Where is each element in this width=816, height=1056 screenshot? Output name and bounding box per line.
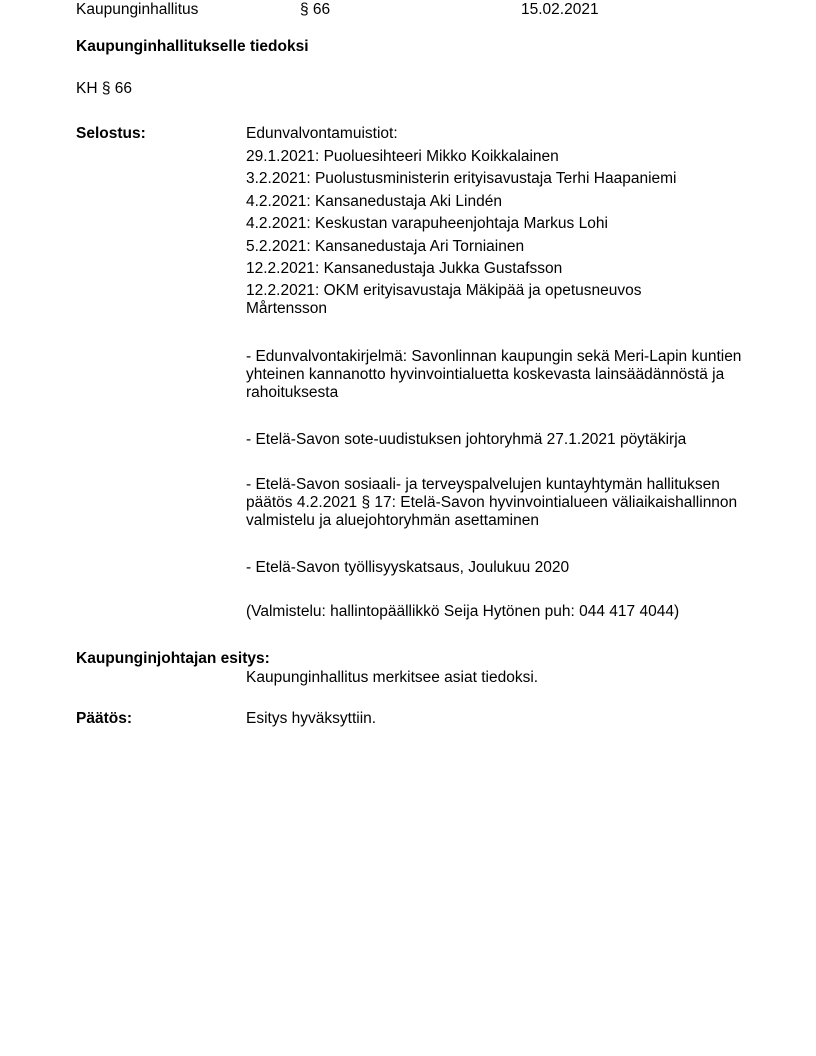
list-item: - Etelä-Savon sote-uudistuksen johtoryhmä 27.1.2021 pöytäkirja	[246, 431, 687, 448]
decision-label: Päätös:	[76, 710, 132, 727]
header-section: § 66	[300, 1, 331, 18]
memo-item: 3.2.2021: Puolustusministerin erityisavustaja Terhi Haapaniemi	[246, 170, 677, 187]
memo-item: 12.2.2021: Kansanedustaja Jukka Gustafsson	[246, 260, 563, 277]
header-body: Kaupunginhallitus	[76, 1, 199, 18]
memo-item: 4.2.2021: Keskustan varapuheenjohtaja Markus Lohi	[246, 215, 608, 232]
header-date: 15.02.2021	[521, 1, 599, 18]
memo-item: 5.2.2021: Kansanedustaja Ari Torniainen	[246, 238, 525, 255]
list-item: - Etelä-Savon sosiaali- ja terveyspalvelujen kuntayhtymän hallituksen päätös 4.2.2021 § 17: Etelä-Savon hyvinvointialueen väliaikaishallinnon valmistelu ja aluejohtoryhmän asettaminen	[246, 476, 738, 529]
document-reference: KH § 66	[76, 80, 133, 97]
decision-text: Esitys hyväksyttiin.	[246, 710, 377, 727]
preparer-note: (Valmistelu: hallintopäällikkö Seija Hytönen puh: 044 417 4044)	[246, 603, 680, 620]
proposal-text: Kaupunginhallitus merkitsee asiat tiedoksi.	[246, 669, 539, 686]
list-item: - Edunvalvontakirjelmä: Savonlinnan kaupungin sekä Meri-Lapin kuntien yhteinen kannanotto hyvinvointialuetta koskevasta lainsäädännöstä ja rahoituksesta	[246, 348, 742, 401]
memos-heading: Edunvalvontamuistiot:	[246, 125, 398, 142]
selostus-body	[246, 125, 766, 318]
document-title: Kaupunginhallitukselle tiedoksi	[76, 38, 309, 55]
proposal-label: Kaupunginjohtajan esitys:	[76, 650, 270, 667]
memo-item: 4.2.2021: Kansanedustaja Aki Lindén	[246, 193, 502, 210]
selostus-label: Selostus:	[76, 125, 146, 142]
memo-item: 29.1.2021: Puoluesihteeri Mikko Koikkalainen	[246, 148, 559, 165]
memo-item: 12.2.2021: OKM erityisavustaja Mäkipää ja opetusneuvos Mårtensson	[246, 282, 642, 317]
list-item: - Etelä-Savon työllisyyskatsaus, Joulukuu 2020	[246, 559, 570, 576]
